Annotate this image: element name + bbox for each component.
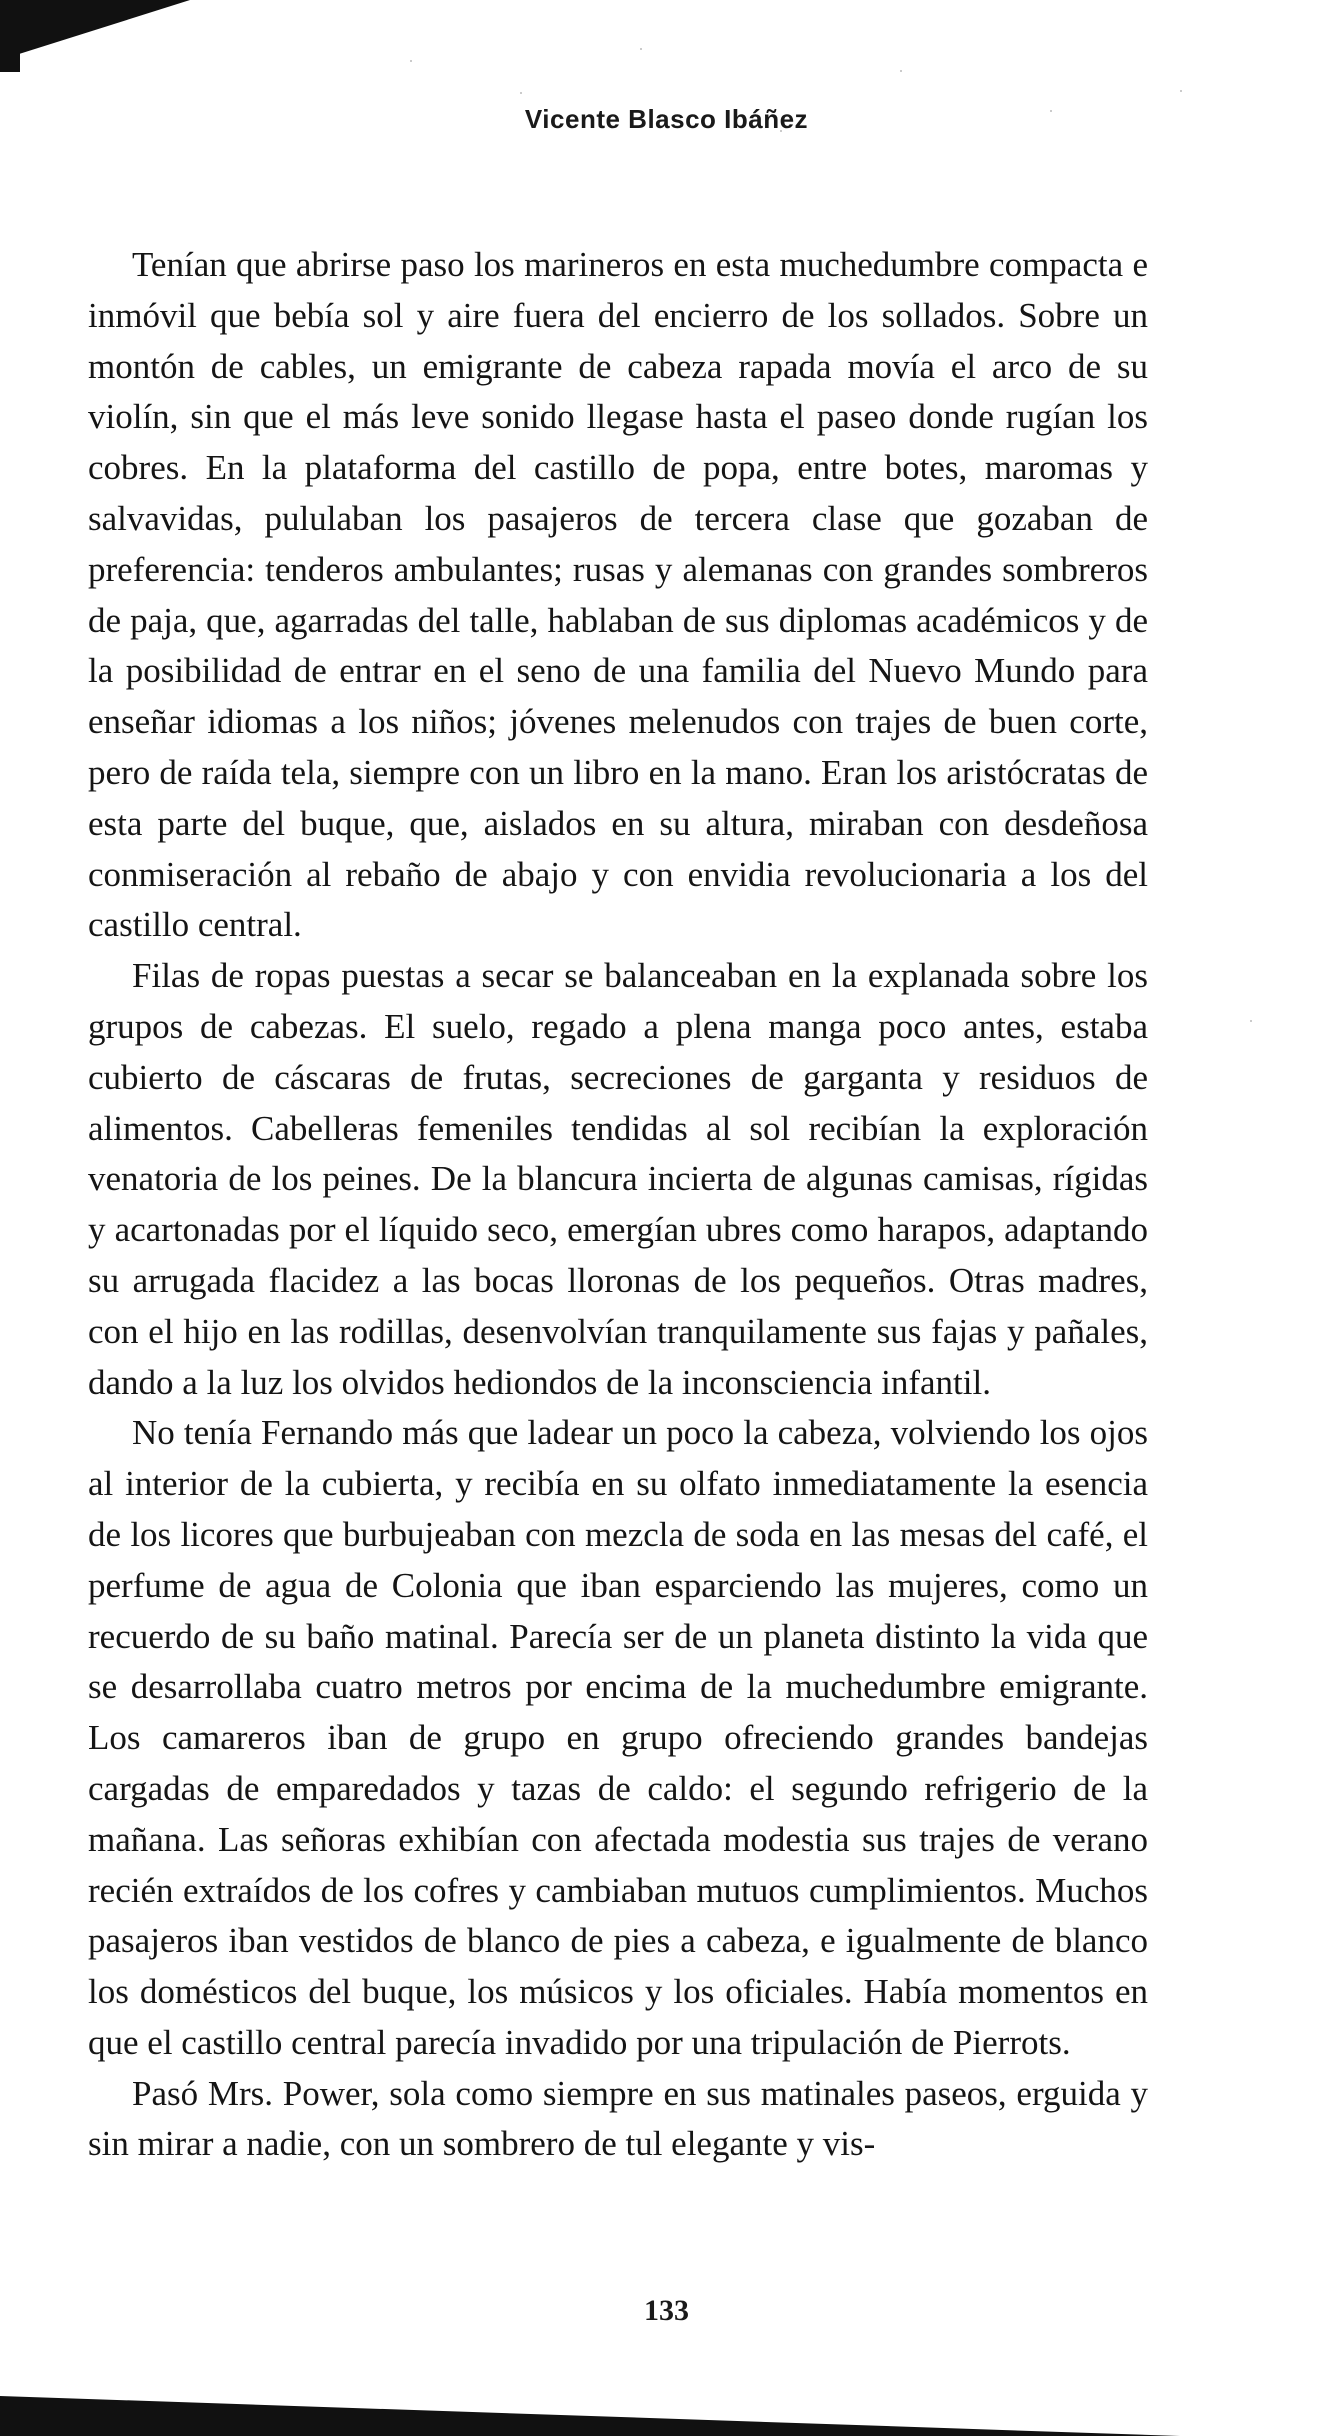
paragraph: No tenía Fernando más que ladear un poco la cabeza, volviendo los ojos al interior de la cubierta, y recibía en su olfato inmediatamente la esencia de los licores que burbujeaban con mezcla de soda en las mesas del café, el perfume de agua de Colonia que iban esparciendo las mujeres, como un recuerdo de su baño matinal. Parecía ser de un planeta distinto la vida que se desarrollaba cuatro metros por encima de la muchedumbre emigrante. Los camareros iban de grupo en grupo ofreciendo grandes bandejas cargadas de emparedados y tazas de caldo: el segundo refrigerio de la mañana. Las señoras exhibían con afectada modestia sus trajes de verano recién extraídos de los cofres y cambiaban mutuos cumplimientos. Muchos pasajeros iban vestidos de blanco de pies a cabeza, e igualmente de blanco los domésticos del buque, los músicos y los oficiales. Había momentos en que el castillo central parecía invadido por una tripulación de Pierrots. [88, 1413, 1148, 2062]
paragraph: Tenían que abrirse paso los marineros en esta muchedumbre compacta e inmóvil que bebía sol y aire fuera del encierro de los sollados. Sobre un montón de cables, un emigrante de cabeza rapada movía el arco de su violín, sin que el más leve sonido llegase hasta el paseo donde rugían los cobres. En la plataforma del castillo de popa, entre botes, maromas y salvavidas, pululaban los pasajeros de tercera clase que gozaban de preferencia: tenderos ambulantes; rusas y alemanas con grandes sombreros de paja, que, agarradas del talle, hablaban de sus diplomas académicos y de la posibilidad de entrar en el seno de una familia del Nuevo Mundo para enseñar idiomas a los niños; jóvenes melenudos con trajes de buen corte, pero de raída tela, siempre con un libro en la mano. Eran los aristócratas de esta parte del buque, que, aislados en su altura, miraban con desdeñosa conmiseración al rebaño de abajo y con envidia revolucionaria a los del castillo central. [88, 245, 1148, 945]
page-number: 133 [644, 2294, 689, 2327]
scan-speck [640, 48, 642, 50]
running-header: Vicente Blasco Ibáñez [524, 104, 809, 134]
scan-bottom-shadow [0, 2396, 1180, 2436]
scan-speck [900, 70, 902, 72]
scan-edge-shadow [0, 0, 20, 72]
scan-speck [410, 60, 412, 62]
scan-speck [520, 92, 522, 94]
scan-speck [1250, 1020, 1252, 1022]
body-text [88, 240, 1148, 2170]
scan-corner-shadow [0, 0, 190, 60]
paragraph: Filas de ropas puestas a secar se balanceaban en la explanada sobre los grupos de cabezas. El suelo, regado a plena manga poco antes, estaba cubierto de cáscaras de frutas, secreciones de garganta y residuos de alimentos. Cabelleras femeniles tendidas al sol recibían la exploración venatoria de los peines. De la blancura incierta de algunas camisas, rígidas y acartonadas por el líquido seco, emergían ubres como harapos, adaptando su arrugada flacidez a las bocas lloronas de los pequeños. Otras madres, con el hijo en las rodillas, desenvolvían tranquilamente sus fajas y pañales, dando a la luz los olvidos hediondos de la inconsciencia infantil. [88, 956, 1148, 1402]
scan-speck [1180, 90, 1182, 92]
paragraph: Pasó Mrs. Power, sola como siempre en sus matinales paseos, erguida y sin mirar a nadie, con un sombrero de tul elegante y vis- [88, 2073, 1148, 2164]
